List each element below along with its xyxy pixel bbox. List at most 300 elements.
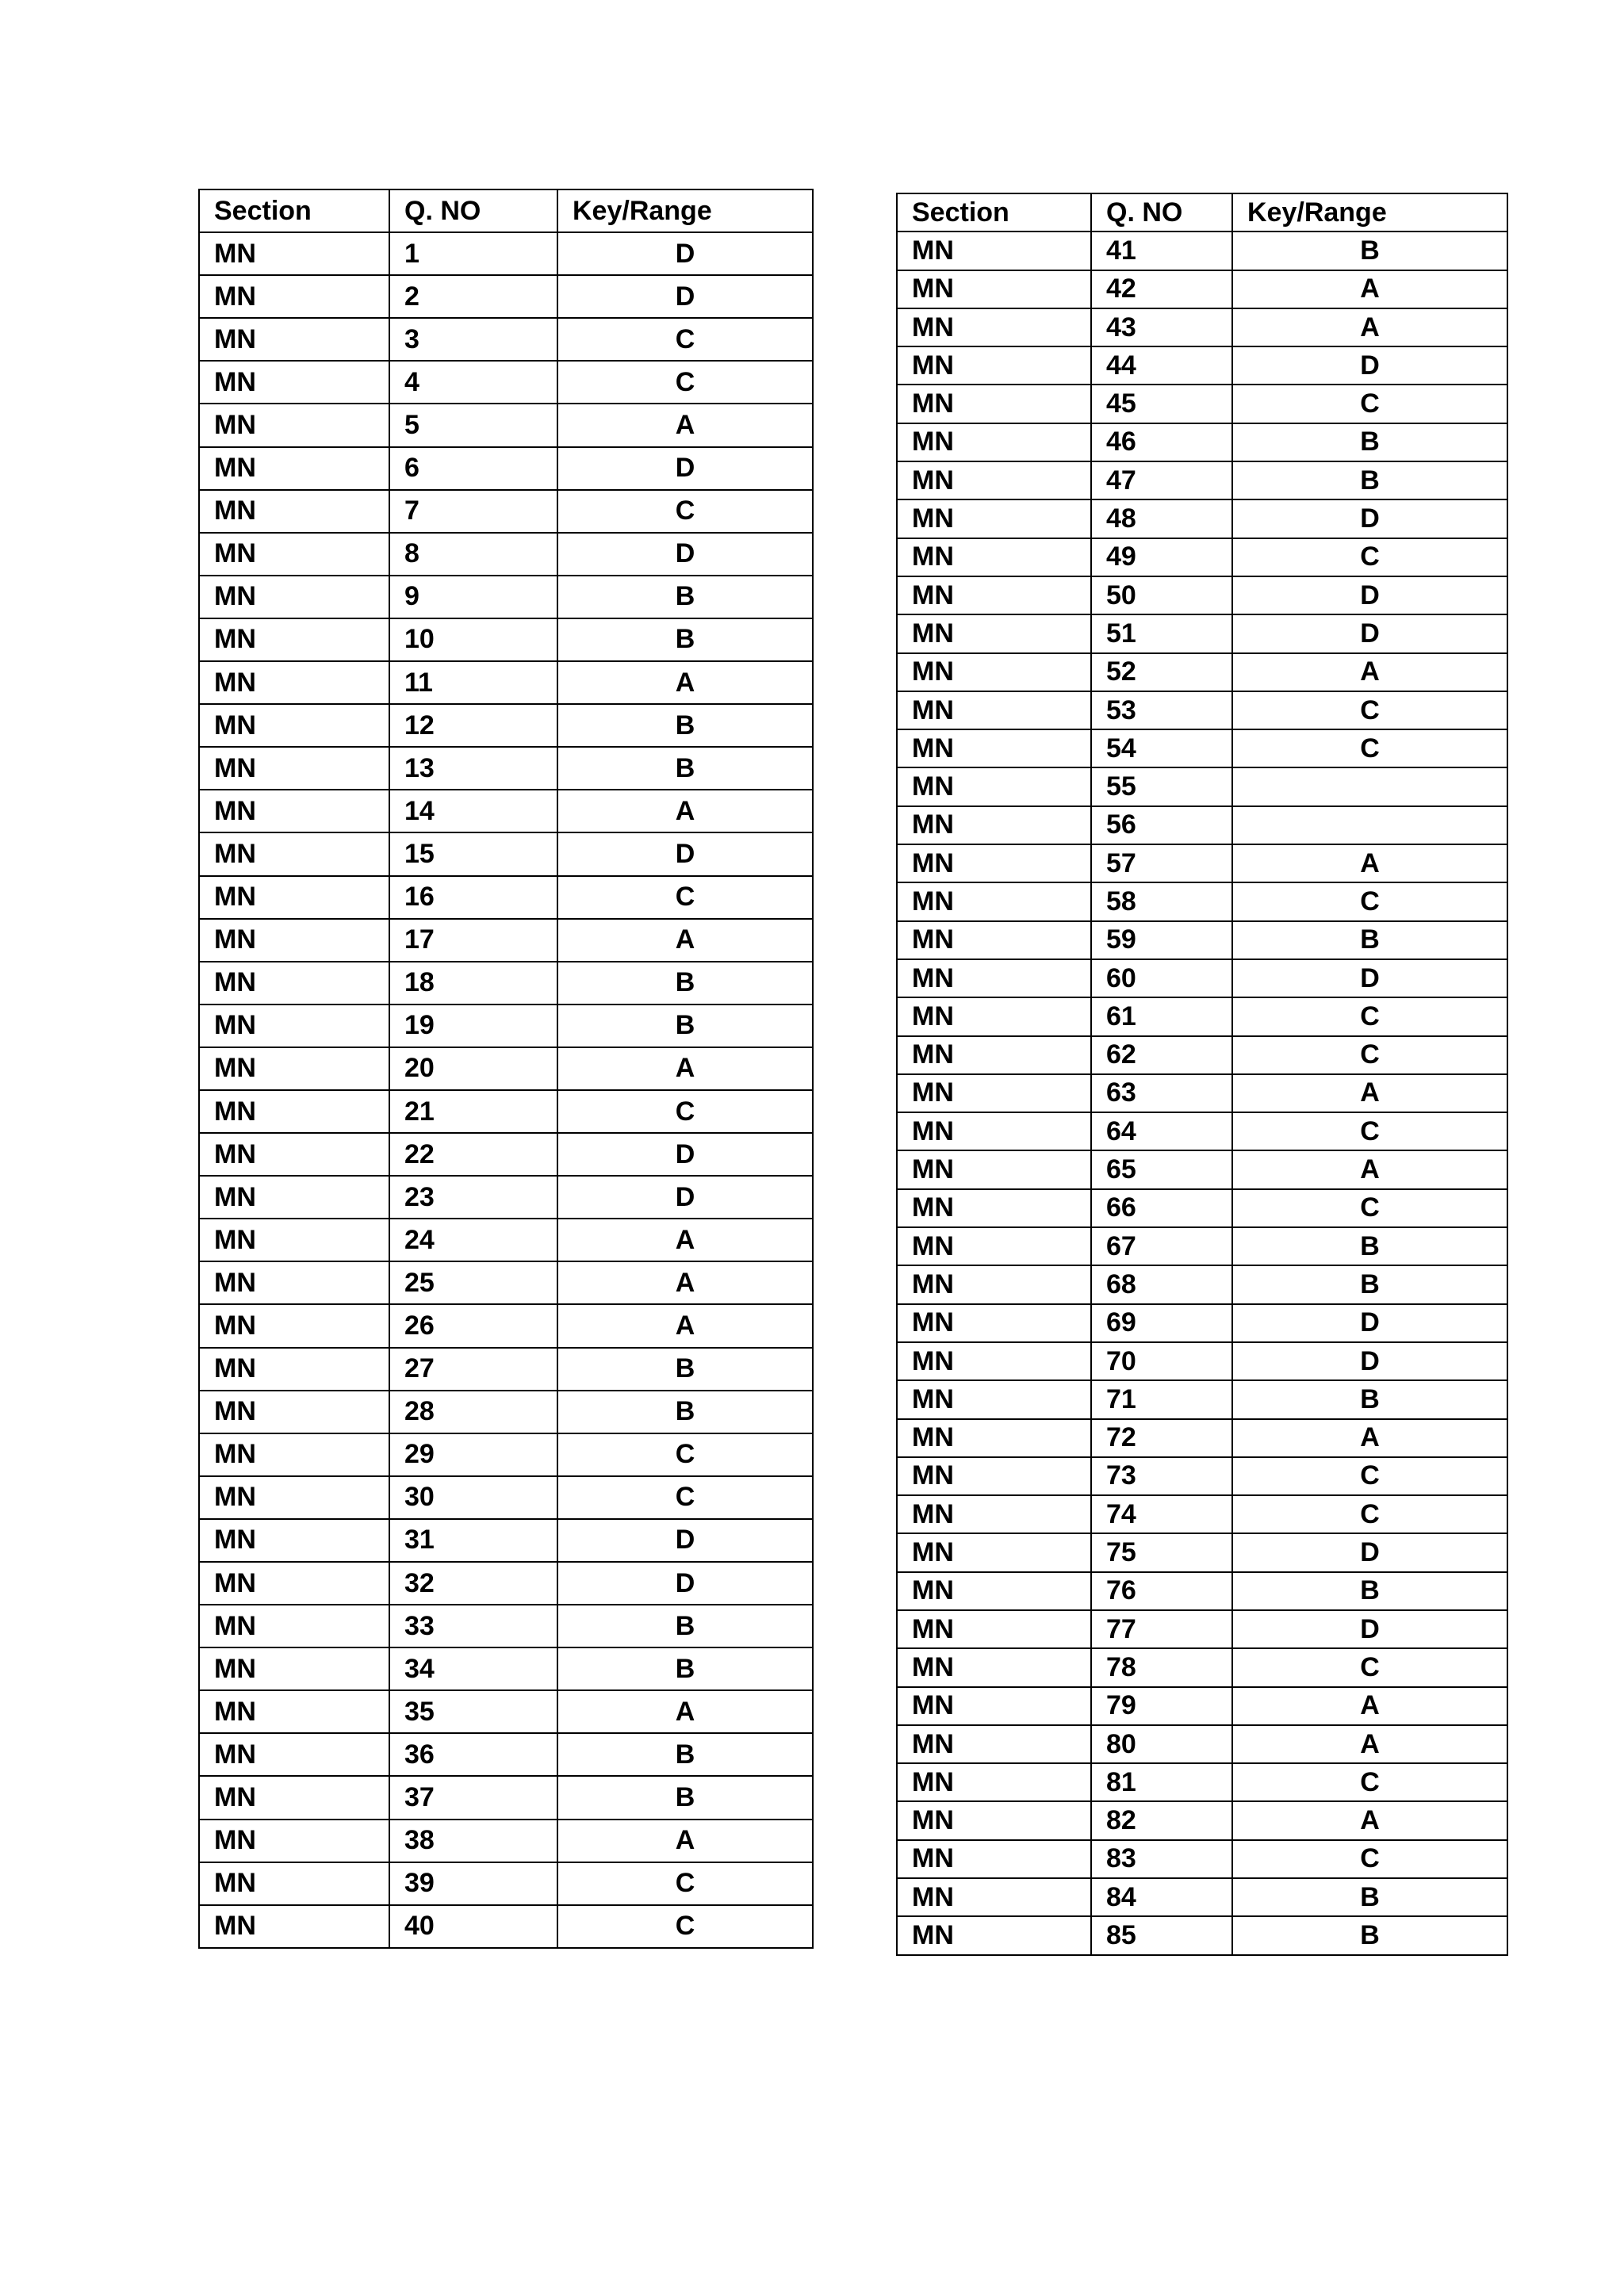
question-number-cell: 50	[1091, 576, 1232, 614]
question-number-cell: 45	[1091, 385, 1232, 423]
key-cell: D	[1232, 1342, 1507, 1380]
section-cell: MN	[199, 1133, 389, 1176]
key-cell: D	[1232, 576, 1507, 614]
table-row	[897, 1112, 1507, 1150]
header-section: Section	[897, 193, 1091, 232]
table-row	[897, 1801, 1507, 1839]
section-cell: MN	[897, 1074, 1091, 1112]
table-row	[199, 704, 813, 747]
question-number-cell: 77	[1091, 1610, 1232, 1648]
table-row	[897, 1419, 1507, 1457]
key-cell: A	[557, 1219, 813, 1261]
question-number-cell: 51	[1091, 614, 1232, 652]
section-cell: MN	[897, 1610, 1091, 1648]
section-cell: MN	[199, 1647, 389, 1690]
question-number-cell: 29	[389, 1433, 557, 1476]
section-cell: MN	[199, 832, 389, 875]
question-number-cell: 23	[389, 1176, 557, 1219]
table-row	[199, 1820, 813, 1862]
table-row	[897, 308, 1507, 346]
question-number-cell: 43	[1091, 308, 1232, 346]
table-row	[897, 1763, 1507, 1801]
question-number-cell: 22	[389, 1133, 557, 1176]
table-row	[199, 1690, 813, 1733]
question-number-cell: 21	[389, 1090, 557, 1133]
answer-key-table-left	[198, 189, 814, 1949]
section-cell: MN	[897, 499, 1091, 538]
table-row	[199, 232, 813, 275]
table-row	[199, 1733, 813, 1776]
key-cell: A	[1232, 653, 1507, 691]
table-row	[897, 576, 1507, 614]
question-number-cell: 76	[1091, 1572, 1232, 1610]
section-cell: MN	[199, 1733, 389, 1776]
question-number-cell: 48	[1091, 499, 1232, 538]
table-row	[897, 385, 1507, 423]
question-number-cell: 73	[1091, 1457, 1232, 1495]
section-cell: MN	[199, 1562, 389, 1605]
key-cell: D	[1232, 499, 1507, 538]
key-cell: A	[557, 404, 813, 446]
table-row	[199, 962, 813, 1004]
question-number-cell: 17	[389, 919, 557, 962]
key-cell: C	[557, 1090, 813, 1133]
question-number-cell: 18	[389, 962, 557, 1004]
question-number-cell: 30	[389, 1476, 557, 1519]
section-cell: MN	[897, 844, 1091, 882]
question-number-cell: 56	[1091, 806, 1232, 844]
question-number-cell: 3	[389, 318, 557, 361]
key-cell	[1232, 767, 1507, 806]
key-cell: B	[557, 1733, 813, 1776]
section-cell: MN	[199, 361, 389, 404]
key-cell: D	[1232, 346, 1507, 385]
key-cell: B	[557, 747, 813, 790]
table-row	[199, 1391, 813, 1433]
header-section: Section	[199, 189, 389, 232]
question-number-cell: 82	[1091, 1801, 1232, 1839]
section-cell: MN	[199, 790, 389, 832]
table-row	[897, 1150, 1507, 1188]
question-number-cell: 2	[389, 275, 557, 318]
key-cell: A	[557, 1690, 813, 1733]
question-number-cell: 59	[1091, 921, 1232, 959]
section-cell: MN	[199, 1476, 389, 1519]
key-cell: A	[1232, 1419, 1507, 1457]
answer-key-table-right	[896, 193, 1508, 1956]
key-cell: C	[1232, 538, 1507, 576]
key-cell: B	[1232, 1878, 1507, 1916]
question-number-cell: 71	[1091, 1380, 1232, 1418]
question-number-cell: 65	[1091, 1150, 1232, 1188]
key-cell: A	[1232, 1801, 1507, 1839]
key-cell: C	[1232, 729, 1507, 767]
key-cell: B	[557, 1776, 813, 1819]
section-cell: MN	[897, 1457, 1091, 1495]
question-number-cell: 10	[389, 618, 557, 661]
question-number-cell: 61	[1091, 997, 1232, 1035]
right-table-body	[897, 232, 1507, 1954]
key-cell: C	[557, 1905, 813, 1948]
left-table-body	[199, 232, 813, 1948]
section-cell: MN	[897, 691, 1091, 729]
question-number-cell: 6	[389, 447, 557, 490]
table-row	[897, 1036, 1507, 1074]
table-row	[897, 232, 1507, 270]
table-row	[897, 538, 1507, 576]
key-cell: C	[1232, 1036, 1507, 1074]
key-cell: D	[557, 1176, 813, 1219]
section-cell: MN	[897, 1572, 1091, 1610]
table-row	[199, 447, 813, 490]
key-cell: C	[1232, 1189, 1507, 1227]
section-cell: MN	[897, 385, 1091, 423]
table-row	[897, 729, 1507, 767]
key-cell: C	[1232, 691, 1507, 729]
table-row	[199, 1090, 813, 1133]
section-cell: MN	[897, 806, 1091, 844]
section-cell: MN	[897, 1648, 1091, 1686]
question-number-cell: 19	[389, 1004, 557, 1047]
section-cell: MN	[897, 346, 1091, 385]
section-cell: MN	[199, 576, 389, 618]
table-row	[199, 1348, 813, 1391]
question-number-cell: 72	[1091, 1419, 1232, 1457]
key-cell: A	[557, 1047, 813, 1090]
question-number-cell: 67	[1091, 1227, 1232, 1265]
question-number-cell: 63	[1091, 1074, 1232, 1112]
table-row	[897, 1342, 1507, 1380]
table-row	[199, 1433, 813, 1476]
section-cell: MN	[199, 1776, 389, 1819]
section-cell: MN	[897, 1687, 1091, 1725]
question-number-cell: 8	[389, 533, 557, 576]
table-row	[897, 1227, 1507, 1265]
question-number-cell: 42	[1091, 270, 1232, 308]
key-cell: B	[1232, 461, 1507, 499]
question-number-cell: 58	[1091, 882, 1232, 920]
section-cell: MN	[897, 1150, 1091, 1188]
table-row	[897, 1916, 1507, 1954]
question-number-cell: 40	[389, 1905, 557, 1948]
key-cell: C	[557, 1433, 813, 1476]
table-row	[897, 1189, 1507, 1227]
key-cell: B	[1232, 921, 1507, 959]
section-cell: MN	[199, 1820, 389, 1862]
table-row	[897, 499, 1507, 538]
key-cell: C	[557, 490, 813, 533]
question-number-cell: 28	[389, 1391, 557, 1433]
table-row	[199, 1176, 813, 1219]
key-cell: A	[1232, 844, 1507, 882]
key-cell: D	[557, 533, 813, 576]
question-number-cell: 20	[389, 1047, 557, 1090]
section-cell: MN	[199, 318, 389, 361]
section-cell: MN	[897, 1533, 1091, 1571]
table-row	[897, 691, 1507, 729]
key-cell: B	[1232, 423, 1507, 461]
section-cell: MN	[199, 447, 389, 490]
section-cell: MN	[199, 704, 389, 747]
section-cell: MN	[199, 747, 389, 790]
question-number-cell: 44	[1091, 346, 1232, 385]
question-number-cell: 55	[1091, 767, 1232, 806]
question-number-cell: 57	[1091, 844, 1232, 882]
question-number-cell: 80	[1091, 1725, 1232, 1763]
table-row	[897, 1572, 1507, 1610]
section-cell: MN	[897, 1840, 1091, 1878]
key-cell: C	[557, 1862, 813, 1905]
key-cell: B	[557, 1348, 813, 1391]
table-row	[199, 576, 813, 618]
section-cell: MN	[897, 1495, 1091, 1533]
section-cell: MN	[199, 232, 389, 275]
section-cell: MN	[897, 1265, 1091, 1303]
question-number-cell: 1	[389, 232, 557, 275]
table-row	[199, 1219, 813, 1261]
section-cell: MN	[897, 1380, 1091, 1418]
question-number-cell: 64	[1091, 1112, 1232, 1150]
key-cell: A	[1232, 1687, 1507, 1725]
question-number-cell: 81	[1091, 1763, 1232, 1801]
table-row	[897, 806, 1507, 844]
table-row	[897, 767, 1507, 806]
table-header-row	[897, 193, 1507, 232]
section-cell: MN	[199, 1176, 389, 1219]
header-key-range: Key/Range	[1232, 193, 1507, 232]
key-cell: D	[1232, 959, 1507, 997]
key-cell: A	[557, 661, 813, 704]
table-row	[897, 997, 1507, 1035]
key-cell: B	[557, 1605, 813, 1647]
question-number-cell: 34	[389, 1647, 557, 1690]
table-row	[897, 1265, 1507, 1303]
key-cell: A	[557, 1304, 813, 1347]
question-number-cell: 79	[1091, 1687, 1232, 1725]
section-cell: MN	[199, 533, 389, 576]
section-cell: MN	[897, 461, 1091, 499]
key-cell: A	[1232, 1074, 1507, 1112]
key-cell: C	[1232, 1648, 1507, 1686]
section-cell: MN	[897, 1189, 1091, 1227]
table-row	[897, 1878, 1507, 1916]
table-row	[199, 919, 813, 962]
key-cell: B	[557, 618, 813, 661]
key-cell: C	[557, 1476, 813, 1519]
question-number-cell: 26	[389, 1304, 557, 1347]
section-cell: MN	[897, 614, 1091, 652]
header-key-range: Key/Range	[557, 189, 813, 232]
table-row	[199, 1605, 813, 1647]
question-number-cell: 39	[389, 1862, 557, 1905]
section-cell: MN	[199, 1862, 389, 1905]
section-cell: MN	[199, 1219, 389, 1261]
question-number-cell: 12	[389, 704, 557, 747]
key-cell: C	[1232, 1495, 1507, 1533]
table-row	[199, 1261, 813, 1304]
table-header-row	[199, 189, 813, 232]
section-cell: MN	[199, 1433, 389, 1476]
header-question-number: Q. NO	[389, 189, 557, 232]
table-row	[199, 1004, 813, 1047]
table-row	[199, 490, 813, 533]
table-row	[897, 844, 1507, 882]
section-cell: MN	[199, 490, 389, 533]
key-cell: A	[1232, 308, 1507, 346]
question-number-cell: 13	[389, 747, 557, 790]
section-cell: MN	[199, 1391, 389, 1433]
key-cell: A	[1232, 270, 1507, 308]
table-row	[897, 1457, 1507, 1495]
question-number-cell: 75	[1091, 1533, 1232, 1571]
key-cell: A	[1232, 1725, 1507, 1763]
section-cell: MN	[897, 997, 1091, 1035]
table-row	[897, 1533, 1507, 1571]
question-number-cell: 5	[389, 404, 557, 446]
key-cell: C	[1232, 385, 1507, 423]
section-cell: MN	[897, 1036, 1091, 1074]
key-cell: B	[557, 1391, 813, 1433]
table-row	[897, 1304, 1507, 1342]
section-cell: MN	[199, 1519, 389, 1562]
table-row	[199, 1304, 813, 1347]
key-cell: B	[557, 1647, 813, 1690]
key-cell: C	[557, 876, 813, 919]
section-cell: MN	[199, 1348, 389, 1391]
table-row	[897, 614, 1507, 652]
header-question-number: Q. NO	[1091, 193, 1232, 232]
question-number-cell: 35	[389, 1690, 557, 1733]
key-cell: B	[557, 704, 813, 747]
question-number-cell: 24	[389, 1219, 557, 1261]
section-cell: MN	[897, 1878, 1091, 1916]
key-cell: A	[557, 1820, 813, 1862]
section-cell: MN	[897, 423, 1091, 461]
section-cell: MN	[897, 308, 1091, 346]
section-cell: MN	[897, 1342, 1091, 1380]
section-cell: MN	[199, 618, 389, 661]
table-row	[199, 1519, 813, 1562]
question-number-cell: 83	[1091, 1840, 1232, 1878]
key-cell: D	[557, 832, 813, 875]
table-row	[199, 832, 813, 875]
key-cell: C	[557, 361, 813, 404]
table-row	[897, 1648, 1507, 1686]
section-cell: MN	[897, 576, 1091, 614]
table-row	[897, 461, 1507, 499]
table-row	[199, 1133, 813, 1176]
section-cell: MN	[199, 919, 389, 962]
section-cell: MN	[897, 1763, 1091, 1801]
key-cell: C	[1232, 1763, 1507, 1801]
question-number-cell: 36	[389, 1733, 557, 1776]
section-cell: MN	[897, 1725, 1091, 1763]
question-number-cell: 78	[1091, 1648, 1232, 1686]
question-number-cell: 38	[389, 1820, 557, 1862]
section-cell: MN	[897, 653, 1091, 691]
question-number-cell: 33	[389, 1605, 557, 1647]
section-cell: MN	[897, 1419, 1091, 1457]
table-row	[199, 1047, 813, 1090]
table-row	[199, 790, 813, 832]
section-cell: MN	[199, 1004, 389, 1047]
section-cell: MN	[897, 1304, 1091, 1342]
key-cell: D	[1232, 1304, 1507, 1342]
table-row	[897, 882, 1507, 920]
question-number-cell: 85	[1091, 1916, 1232, 1954]
key-cell: A	[557, 790, 813, 832]
table-row	[199, 1562, 813, 1605]
section-cell: MN	[199, 661, 389, 704]
section-cell: MN	[897, 921, 1091, 959]
table-row	[897, 1380, 1507, 1418]
table-row	[199, 404, 813, 446]
table-row	[897, 959, 1507, 997]
question-number-cell: 66	[1091, 1189, 1232, 1227]
section-cell: MN	[199, 1090, 389, 1133]
table-row	[199, 275, 813, 318]
table-row	[897, 346, 1507, 385]
section-cell: MN	[897, 232, 1091, 270]
question-number-cell: 41	[1091, 232, 1232, 270]
key-cell: D	[1232, 1533, 1507, 1571]
section-cell: MN	[199, 1047, 389, 1090]
section-cell: MN	[199, 275, 389, 318]
key-cell: B	[1232, 1572, 1507, 1610]
section-cell: MN	[199, 1905, 389, 1948]
key-cell: C	[1232, 882, 1507, 920]
key-cell: D	[557, 275, 813, 318]
question-number-cell: 16	[389, 876, 557, 919]
section-cell: MN	[897, 959, 1091, 997]
key-cell: A	[557, 1261, 813, 1304]
question-number-cell: 46	[1091, 423, 1232, 461]
key-cell: B	[557, 1004, 813, 1047]
section-cell: MN	[897, 767, 1091, 806]
question-number-cell: 70	[1091, 1342, 1232, 1380]
section-cell: MN	[199, 1605, 389, 1647]
section-cell: MN	[897, 1916, 1091, 1954]
table-row	[199, 618, 813, 661]
table-row	[199, 1862, 813, 1905]
key-cell: B	[557, 576, 813, 618]
question-number-cell: 4	[389, 361, 557, 404]
key-cell: B	[557, 962, 813, 1004]
section-cell: MN	[199, 1304, 389, 1347]
question-number-cell: 32	[389, 1562, 557, 1605]
question-number-cell: 74	[1091, 1495, 1232, 1533]
section-cell: MN	[897, 729, 1091, 767]
table-row	[199, 533, 813, 576]
table-row	[897, 1495, 1507, 1533]
key-cell: C	[1232, 997, 1507, 1035]
question-number-cell: 14	[389, 790, 557, 832]
key-cell: C	[1232, 1112, 1507, 1150]
table-row	[897, 1687, 1507, 1725]
table-row	[897, 1074, 1507, 1112]
question-number-cell: 47	[1091, 461, 1232, 499]
key-cell: B	[1232, 1227, 1507, 1265]
section-cell: MN	[199, 1690, 389, 1733]
key-cell: D	[1232, 614, 1507, 652]
question-number-cell: 69	[1091, 1304, 1232, 1342]
question-number-cell: 15	[389, 832, 557, 875]
key-cell: B	[1232, 232, 1507, 270]
section-cell: MN	[897, 1801, 1091, 1839]
table-row	[199, 361, 813, 404]
question-number-cell: 60	[1091, 959, 1232, 997]
table-row	[897, 653, 1507, 691]
